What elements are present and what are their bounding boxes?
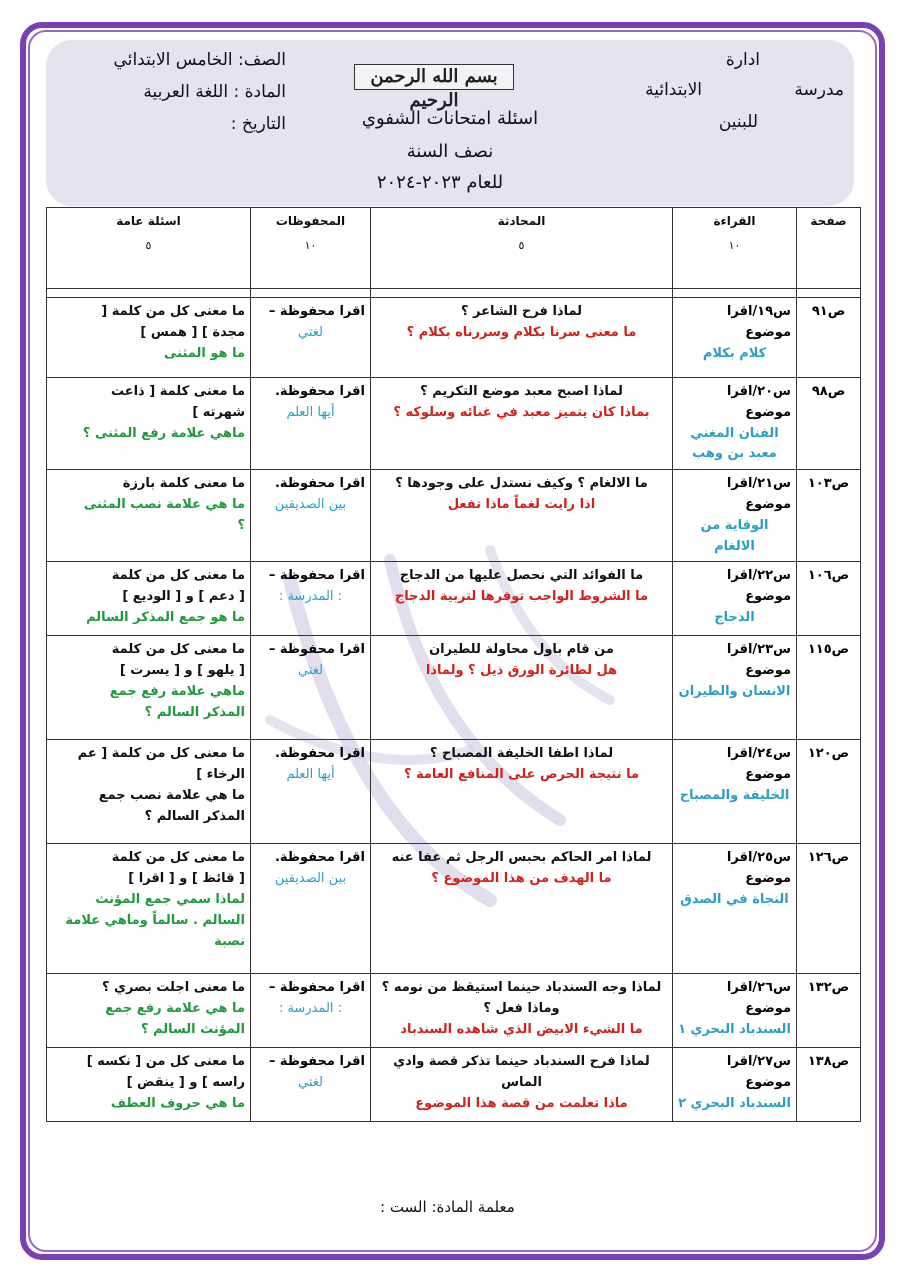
general-questions-cell [47, 298, 251, 378]
reading-cell [673, 974, 797, 1048]
general-question-line: ما هو جمع المذكر السالم [86, 609, 245, 625]
memorized-cell [251, 974, 371, 1048]
reading-cell [673, 1048, 797, 1122]
conversation-question-2: ما معنى سرنا بكلام وسررناه بكلام ؟ [406, 324, 637, 340]
conversation-question-2: ما الهدف من هذا الموضوع ؟ [431, 871, 612, 887]
conversation-cell [371, 1048, 673, 1122]
col-general [47, 208, 251, 289]
memorized-instruction: اقرا محفوظة. [274, 384, 365, 399]
reading-question: س٢١/اقرا موضوع [726, 476, 791, 512]
grade-label: الصف: الخامس الابتدائي [113, 50, 286, 70]
general-questions-cell [47, 844, 251, 974]
reading-cell [673, 636, 797, 740]
general-question-line: ما هي علامة نصب المثنى [83, 496, 245, 512]
general-questions-cell [47, 1048, 251, 1122]
memorized-instruction: اقرا محفوظة. [274, 850, 365, 866]
page-number: ص١٣٢ [797, 974, 861, 1048]
conversation-question-1: لماذا فرح الشاعر ؟ [460, 304, 583, 319]
general-question-line: ماهي علامة رفع جمع [109, 683, 245, 699]
reading-topic: كلام بكلام [702, 345, 767, 361]
reading-question: س٢٣/اقرا موضوع [726, 642, 791, 679]
conversation-cell [371, 974, 673, 1048]
memorized-topic: : المدرسة : [278, 1001, 343, 1017]
conversation-cell [371, 562, 673, 636]
conversation-question-1: لماذا اطفا الخليفة المصباح ؟ [429, 746, 614, 762]
general-questions-cell [47, 740, 251, 844]
reading-topic: السندباد البحري ٢ [678, 1095, 791, 1111]
reading-cell [673, 298, 797, 378]
questions-table [46, 207, 861, 1122]
conversation-question-2: ما الشيء الابيض الذي شاهده السندباد [400, 1021, 643, 1037]
reading-question: س٢٦/اقرا موضوع [726, 980, 791, 1017]
page-number: ص٩١ [797, 298, 861, 378]
general-question-line: ما هي علامة نصب جمع [98, 787, 245, 803]
table-row [47, 470, 861, 562]
conversation-question-2: ماذا تعلمت من قصة هذا الموضوع [415, 1095, 628, 1111]
conversation-question-2: اذا رايت لغماً ماذا تفعل [447, 496, 596, 512]
general-question-line: ما معنى كلمة [ ذاعت [110, 384, 245, 399]
table-row [47, 562, 861, 636]
table-row [47, 1048, 861, 1122]
memorized-instruction: اقرا محفوظة – [268, 304, 365, 319]
general-question-line: الرخاء ] [196, 767, 245, 783]
col-conversation-label: المحادثة [497, 214, 546, 228]
memorized-topic: أيها العلم [286, 404, 335, 420]
boys-label: للبنين [718, 112, 758, 132]
conversation-question-1: لماذا اصبح معبد موضع التكريم ؟ [420, 384, 623, 399]
conversation-cell [371, 470, 673, 562]
memorized-cell [251, 470, 371, 562]
general-question-line: ما هي علامة رفع جمع [105, 1001, 245, 1017]
conversation-cell [371, 740, 673, 844]
reading-topic: السندباد البحري ١ [678, 1021, 791, 1037]
table-header-row [47, 208, 861, 289]
reading-question: س٢٥/اقرا موضوع [726, 850, 791, 887]
reading-question: س٢٤/اقرا موضوع [726, 746, 791, 783]
conversation-question-1: لماذا امر الحاكم بحبس الرجل ثم عفا عنه [391, 850, 652, 866]
conversation-question-1: ما الفوائد التي نحصل عليها من الدجاج [399, 568, 644, 584]
table-row [47, 974, 861, 1048]
general-question-line: نصبة [214, 933, 245, 949]
memorized-topic: لغتي [298, 1075, 323, 1091]
reading-question: س٢٠/اقرا موضوع [726, 384, 791, 420]
memorized-instruction: اقرا محفوظة. [274, 476, 365, 492]
basmala: بسم الله الرحمن الرحيم [354, 64, 514, 90]
general-question-line: ما معنى كل من [ نكسه ] [86, 1054, 245, 1070]
memorized-cell [251, 844, 371, 974]
memorized-instruction: اقرا محفوظة – [268, 568, 365, 584]
reading-cell [673, 378, 797, 470]
memorized-cell [251, 378, 371, 470]
subject-label: المادة : اللغة العربية [143, 82, 286, 102]
table-row [47, 844, 861, 974]
memorized-topic: بين الصديقين [274, 496, 347, 512]
conversation-question-1: ما الالغام ؟ وكيف نستدل على وجودها ؟ [395, 476, 648, 492]
general-questions-cell [47, 378, 251, 470]
page-number: ص١٢٠ [797, 740, 861, 844]
general-question-line: ما معنى اجلت بصري ؟ [101, 980, 245, 996]
conversation-question-2: بماذا كان يتميز معبد في غنائه وسلوكه ؟ [393, 404, 650, 420]
col-memorized-label: المحفوظات [275, 214, 346, 228]
table-row [47, 298, 861, 378]
reading-cell [673, 562, 797, 636]
conversation-cell [371, 378, 673, 470]
general-question-line: ما معنى كل من كلمة [ عم [77, 746, 245, 762]
table-body [47, 298, 861, 1122]
school-label: مدرسة [794, 80, 844, 100]
page-number: ص١٠٣ [797, 470, 861, 562]
conversation-question-1: لماذا وجه السندباد حينما استيقظ من نومه ؟ وماذا فعل ؟ [381, 980, 662, 1017]
col-memorized [251, 208, 371, 289]
general-questions-cell [47, 974, 251, 1048]
memorized-cell [251, 636, 371, 740]
teacher-signature-label: معلمة المادة: الست : [380, 1198, 515, 1216]
page-number: ص١٢٦ [797, 844, 861, 974]
col-reading [673, 208, 797, 289]
general-question-line: راسه ] و [ ينقض ] [126, 1075, 245, 1091]
general-questions-cell [47, 470, 251, 562]
reading-question: س١٩/اقرا موضوع [726, 304, 791, 340]
reading-topic: النجاة في الصدق [680, 891, 789, 907]
memorized-topic: بين الصديقين [274, 871, 347, 887]
general-question-line: ما معنى كل من كلمة [111, 568, 245, 584]
conversation-cell [371, 298, 673, 378]
conversation-question-1: من قام باول محاولة للطيران [429, 642, 614, 658]
conversation-question-2: هل لطائرة الورق ذيل ؟ ولماذا [425, 663, 618, 679]
memorized-cell [251, 562, 371, 636]
general-question-line: ما معنى كلمة بارزة [122, 476, 245, 492]
memorized-cell [251, 740, 371, 844]
general-question-line: المذكر السالم ؟ [144, 808, 245, 824]
general-question-line: ؟ [237, 517, 245, 533]
header-spacer [47, 289, 861, 298]
memorized-instruction: اقرا محفوظة – [268, 980, 365, 996]
col-general-label: اسئلة عامة [116, 214, 181, 228]
memorized-cell [251, 298, 371, 378]
admin-label: ادارة [725, 50, 760, 70]
general-question-line: ماهي علامة رفع المثنى ؟ [82, 425, 245, 441]
general-question-line: ما معنى كل من كلمة [111, 850, 245, 866]
general-question-line: المؤنث السالم ؟ [141, 1021, 245, 1037]
conversation-question-2: ما نتيجة الحرص على المنافع العامة ؟ [403, 767, 640, 783]
general-question-line: المذكر السالم ؟ [144, 704, 245, 720]
memorized-topic: : المدرسة : [278, 589, 343, 605]
reading-cell [673, 740, 797, 844]
general-question-line: ما معنى كل من كلمة [ [101, 304, 245, 319]
date-label: التاريخ : [230, 114, 286, 134]
reading-topic: الخليفة والمصباح [679, 787, 790, 803]
col-page-label: صفحة [810, 214, 847, 228]
reading-topic: الوقاية من الالغام [700, 517, 769, 554]
reading-cell [673, 470, 797, 562]
table-row [47, 740, 861, 844]
general-question-line: ما معنى كل من كلمة [111, 642, 245, 658]
general-question-line: [ دعم ] و [ الوديع ] [122, 589, 245, 605]
general-question-line: السالم . سالماً وماهي علامة [65, 912, 245, 928]
year-title: للعام ٢٠٢٣-٢٠٢٤ [376, 172, 504, 193]
general-questions-cell [47, 636, 251, 740]
col-reading-score: ١٠ [728, 239, 741, 253]
memorized-instruction: اقرا محفوظة – [268, 1054, 365, 1070]
general-question-line: مجدة ] [ همس ] [140, 324, 245, 340]
memorized-cell [251, 1048, 371, 1122]
general-question-line: [ يلهو ] و [ يسرت ] [119, 663, 245, 679]
col-memorized-score: ١٠ [304, 239, 317, 253]
general-question-line: ما هي حروف العطف [110, 1095, 245, 1111]
col-general-score: ٥ [145, 239, 152, 253]
general-question-line: [ قائظ ] و [ اقرا ] [128, 871, 245, 887]
primary-label: الابتدائية [645, 80, 702, 100]
half-year-title: نصف السنة [406, 141, 494, 162]
page-number: ص٩٨ [797, 378, 861, 470]
general-question-line: ما هو المثنى [164, 345, 245, 361]
page-number: ص١١٥ [797, 636, 861, 740]
page-number: ص١٣٨ [797, 1048, 861, 1122]
col-page [797, 208, 861, 289]
memorized-instruction: اقرا محفوظة. [274, 746, 365, 762]
memorized-topic: لغتي [298, 324, 323, 340]
conversation-question-2: ما الشروط الواجب توفرها لتربية الدجاج [394, 589, 649, 605]
table-row [47, 378, 861, 470]
reading-cell [673, 844, 797, 974]
general-question-line: لماذا سمي جمع المؤنث [95, 891, 245, 907]
reading-topic: الفنان المغني معبد بن وهب [690, 425, 779, 462]
general-questions-cell [47, 562, 251, 636]
col-conversation-score: ٥ [518, 239, 525, 253]
memorized-topic: أيها العلم [286, 767, 335, 783]
conversation-cell [371, 636, 673, 740]
reading-question: س٢٢/اقرا موضوع [726, 568, 791, 605]
conversation-question-1: لماذا فرح السندباد حينما تذكر قصة وادي الماس [393, 1054, 650, 1091]
general-question-line: شهرته ] [192, 404, 245, 420]
memorized-topic: لغتي [298, 663, 323, 679]
conversation-cell [371, 844, 673, 974]
col-reading-label: القراءة [713, 214, 756, 228]
memorized-instruction: اقرا محفوظة – [268, 642, 365, 658]
exam-title: اسئلة امتحانات الشفوي [361, 108, 539, 129]
reading-topic: الانسان والطيران [678, 683, 791, 699]
table-row [47, 636, 861, 740]
reading-question: س٢٧/اقرا موضوع [726, 1054, 791, 1091]
col-conversation [371, 208, 673, 289]
reading-topic: الدجاج [714, 609, 755, 625]
page-number: ص١٠٦ [797, 562, 861, 636]
